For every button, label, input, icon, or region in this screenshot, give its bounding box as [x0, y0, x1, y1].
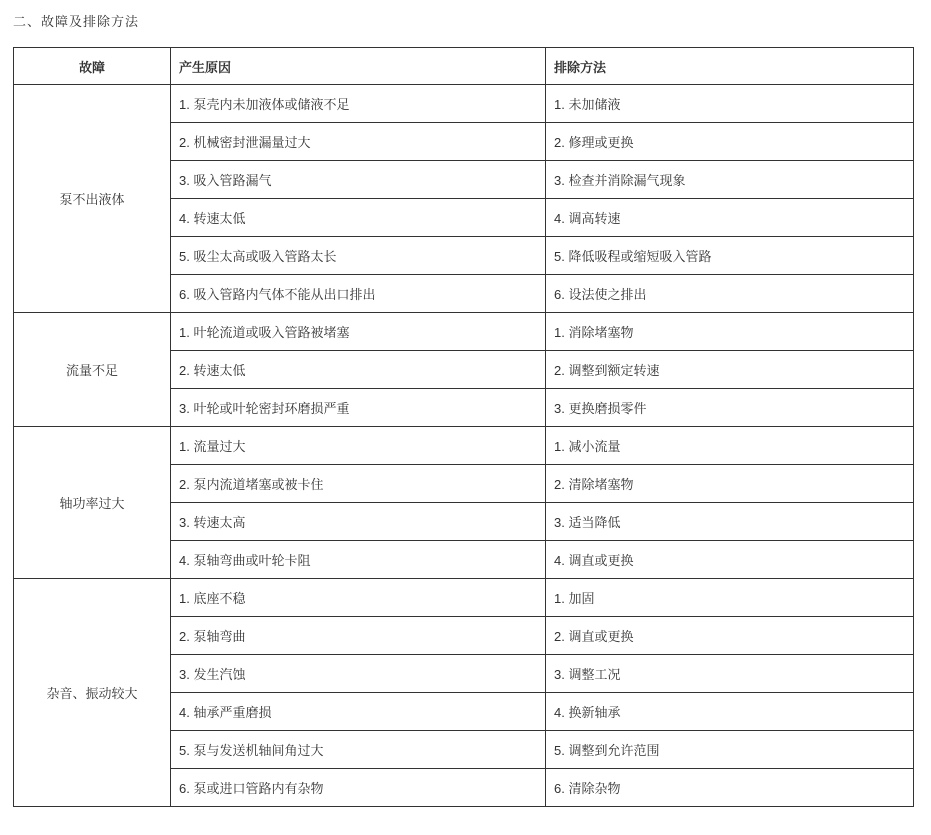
- cause-cell: 2. 泵轴弯曲: [171, 617, 546, 655]
- remedy-cell: 5. 降低吸程或缩短吸入管路: [546, 237, 914, 275]
- cause-cell: 2. 机械密封泄漏量过大: [171, 123, 546, 161]
- cause-cell: 1. 叶轮流道或吸入管路被堵塞: [171, 313, 546, 351]
- remedy-cell: 2. 调直或更换: [546, 617, 914, 655]
- remedy-cell: 2. 清除堵塞物: [546, 465, 914, 503]
- table-row: [14, 579, 914, 617]
- cause-cell: 6. 吸入管路内气体不能从出口排出: [171, 275, 546, 313]
- remedy-cell: 5. 调整到允许范围: [546, 731, 914, 769]
- table-row: [14, 313, 914, 351]
- remedy-cell: 1. 未加储液: [546, 85, 914, 123]
- cause-cell: 4. 轴承严重磨损: [171, 693, 546, 731]
- cause-cell: 3. 吸入管路漏气: [171, 161, 546, 199]
- fault-cell: 轴功率过大: [14, 427, 171, 579]
- fault-cell: 流量不足: [14, 313, 171, 427]
- cause-cell: 1. 流量过大: [171, 427, 546, 465]
- remedy-cell: 3. 检查并消除漏气现象: [546, 161, 914, 199]
- cause-cell: 4. 泵轴弯曲或叶轮卡阻: [171, 541, 546, 579]
- remedy-cell: 4. 换新轴承: [546, 693, 914, 731]
- cause-cell: 5. 吸尘太高或吸入管路太长: [171, 237, 546, 275]
- table-row: [14, 85, 914, 123]
- remedy-cell: 2. 修理或更换: [546, 123, 914, 161]
- cause-cell: 2. 转速太低: [171, 351, 546, 389]
- remedy-cell: 6. 设法使之排出: [546, 275, 914, 313]
- header-cause: 产生原因: [171, 48, 546, 85]
- remedy-cell: 2. 调整到额定转速: [546, 351, 914, 389]
- table-row: [14, 427, 914, 465]
- remedy-cell: 3. 适当降低: [546, 503, 914, 541]
- remedy-cell: 4. 调高转速: [546, 199, 914, 237]
- cause-cell: 3. 转速太高: [171, 503, 546, 541]
- fault-cell: 泵不出液体: [14, 85, 171, 313]
- cause-cell: 3. 叶轮或叶轮密封环磨损严重: [171, 389, 546, 427]
- cause-cell: 5. 泵与发送机轴间角过大: [171, 731, 546, 769]
- remedy-cell: 6. 清除杂物: [546, 769, 914, 807]
- remedy-cell: 4. 调直或更换: [546, 541, 914, 579]
- fault-cell: 杂音、振动较大: [14, 579, 171, 807]
- remedy-cell: 3. 更换磨损零件: [546, 389, 914, 427]
- section-title: 二、故障及排除方法: [13, 14, 140, 29]
- remedy-cell: 3. 调整工况: [546, 655, 914, 693]
- fault-table: [13, 47, 914, 807]
- cause-cell: 3. 发生汽蚀: [171, 655, 546, 693]
- cause-cell: 6. 泵或进口管路内有杂物: [171, 769, 546, 807]
- table-header-row: [14, 48, 914, 85]
- remedy-cell: 1. 加固: [546, 579, 914, 617]
- cause-cell: 4. 转速太低: [171, 199, 546, 237]
- cause-cell: 1. 底座不稳: [171, 579, 546, 617]
- cause-cell: 1. 泵壳内未加液体或储液不足: [171, 85, 546, 123]
- header-fault: 故障: [14, 48, 171, 85]
- remedy-cell: 1. 减小流量: [546, 427, 914, 465]
- header-remedy: 排除方法: [546, 48, 914, 85]
- cause-cell: 2. 泵内流道堵塞或被卡住: [171, 465, 546, 503]
- remedy-cell: 1. 消除堵塞物: [546, 313, 914, 351]
